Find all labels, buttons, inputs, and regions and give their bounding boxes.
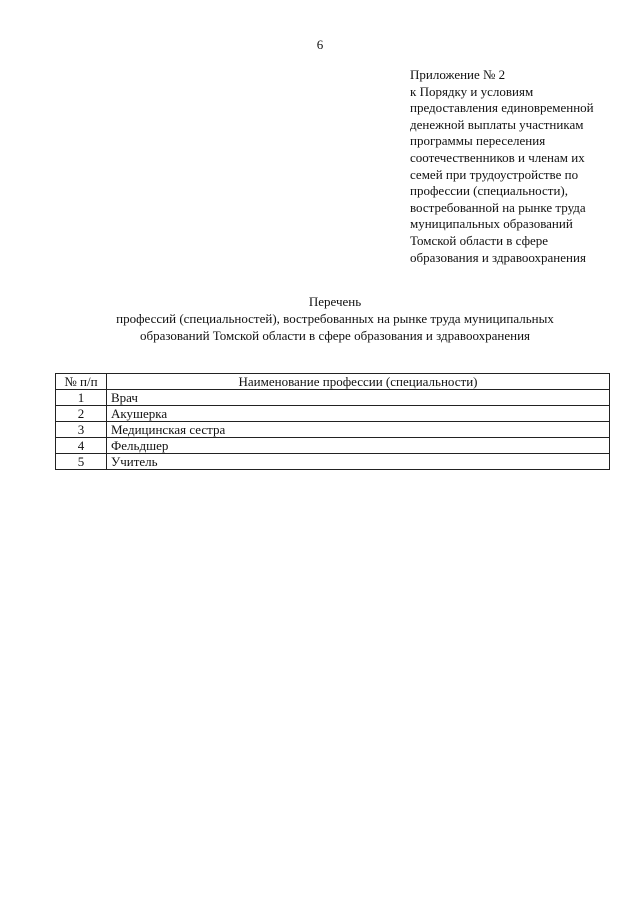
row-profession: Врач <box>107 390 610 406</box>
row-profession: Медицинская сестра <box>107 422 610 438</box>
appendix-line: образования и здравоохранения <box>410 249 586 265</box>
table-row <box>56 422 610 438</box>
appendix-line: денежной выплаты участникам <box>410 116 584 132</box>
page-number: 6 <box>316 37 324 52</box>
appendix-line: соотечественников и членам их <box>410 149 585 165</box>
row-profession: Фельдшер <box>107 438 610 454</box>
row-number: 1 <box>56 390 107 406</box>
appendix-line: предоставления единовременной <box>410 100 594 116</box>
column-header-name: Наименование профессии (специальности) <box>107 374 610 390</box>
appendix-line: к Порядку и условиям <box>410 83 534 99</box>
row-profession: Учитель <box>107 454 610 470</box>
table-row <box>56 406 610 422</box>
list-heading <box>40 293 630 344</box>
table-row <box>56 390 610 406</box>
appendix-line: муниципальных образований <box>410 216 573 232</box>
row-number: 2 <box>56 406 107 422</box>
appendix-line: Приложение № 2 <box>410 67 506 82</box>
heading-subtitle-line: профессий (специальностей), востребованных на рынке труда муниципальных <box>116 311 554 326</box>
row-profession: Акушерка <box>107 406 610 422</box>
heading-subtitle-line: образований Томской области в сфере образования и здравоохранения <box>139 328 531 343</box>
column-header-number: № п/п <box>56 374 107 390</box>
appendix-line: программы переселения <box>410 133 546 149</box>
appendix-block <box>410 67 630 266</box>
table-header-row <box>56 374 610 390</box>
table-row <box>56 438 610 454</box>
appendix-line: профессии (специальности), <box>410 183 568 199</box>
appendix-line: востребованной на рынке труда <box>410 199 586 215</box>
row-number: 3 <box>56 422 107 438</box>
appendix-line: Томской области в сфере <box>410 232 549 248</box>
row-number: 5 <box>56 454 107 470</box>
professions-table <box>55 373 610 470</box>
appendix-line: семей при трудоустройстве по <box>410 166 579 182</box>
row-number: 4 <box>56 438 107 454</box>
table-row <box>56 454 610 470</box>
heading-title: Перечень <box>308 294 362 309</box>
